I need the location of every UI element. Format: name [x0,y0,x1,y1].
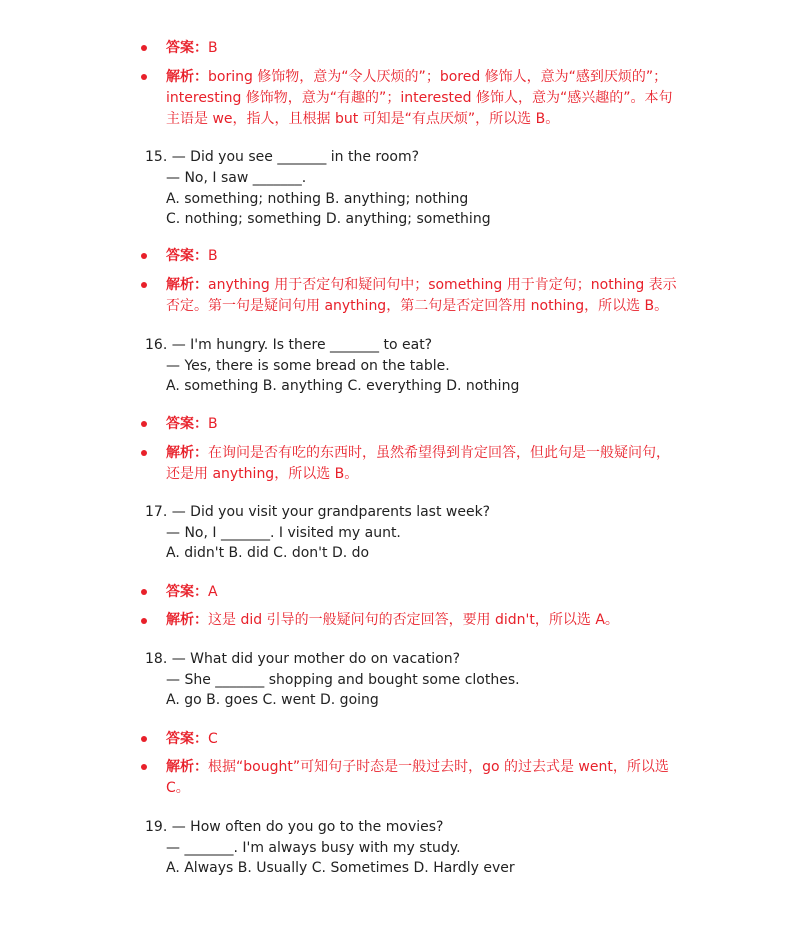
question-stem: 18. — What did your mother do on vacation? [145,651,461,667]
analysis-line: 解析：这是 did 引导的一般疑问句的否定回答，要用 didn't，所以选 A。 [166,612,619,628]
question-options: A. didn't B. did C. don't D. do [166,545,370,561]
bullet-icon [141,421,147,427]
question-options: A. go B. goes C. went D. going [166,692,379,708]
question-line: — No, I _______. I visited my aunt. [166,525,401,541]
question-options: C. nothing; something D. anything; something [166,211,491,227]
answer-line: 答案：B [166,416,218,432]
answer-line: 答案：C [166,731,218,747]
analysis-line: 解析：根据“bought”可知句子时态是一般过去时，go 的过去式是 went，所以选 [166,759,669,775]
question-options: A. Always B. Usually C. Sometimes D. Hardly ever [166,860,515,876]
question-line: — No, I saw _______. [166,170,307,186]
analysis-line: 还是用 anything，所以选 B。 [166,466,359,482]
bullet-icon [141,74,147,80]
bullet-icon [141,450,147,456]
answer-line: 答案：B [166,248,218,264]
question-line: — _______. I'm always busy with my study. [166,840,461,856]
analysis-line: 解析：boring 修饰物，意为“令人厌烦的”；bored 修饰人，意为“感到厌烦的”； [166,69,668,85]
bullet-icon [141,253,147,259]
analysis-line: 解析：anything 用于否定句和疑问句中；something 用于肯定句；nothing 表示 [166,277,677,293]
bullet-icon [141,736,147,742]
analysis-line: 否定。第一句是疑问句用 anything，第二句是否定回答用 nothing，所以选 B。 [166,298,669,314]
question-stem: 19. — How often do you go to the movies? [145,819,444,835]
answer-line: 答案：A [166,584,218,600]
question-line: — Yes, there is some bread on the table. [166,358,450,374]
analysis-line: 主语是 we，指人，且根据 but 可知是“有点厌烦”，所以选 B。 [166,111,560,127]
question-options: A. something B. anything C. everything D. nothing [166,378,520,394]
bullet-icon [141,764,147,770]
analysis-line: 解析：在询问是否有吃的东西时，虽然希望得到肯定回答，但此句是一般疑问句， [166,445,670,461]
bullet-icon [141,282,147,288]
bullet-icon [141,618,147,624]
question-stem: 17. — Did you visit your grandparents last week? [145,504,491,520]
bullet-icon [141,589,147,595]
question-stem: 15. — Did you see _______ in the room? [145,149,420,165]
question-stem: 16. — I'm hungry. Is there _______ to eat? [145,337,433,353]
question-options: A. something; nothing B. anything; nothing [166,191,469,207]
bullet-icon [141,45,147,51]
analysis-line: C。 [166,780,190,796]
question-line: — She _______ shopping and bought some clothes. [166,672,520,688]
analysis-line: interesting 修饰物，意为“有趣的”；interested 修饰人，意为“感兴趣的”。本句 [166,90,673,106]
answer-line: 答案：B [166,40,218,56]
